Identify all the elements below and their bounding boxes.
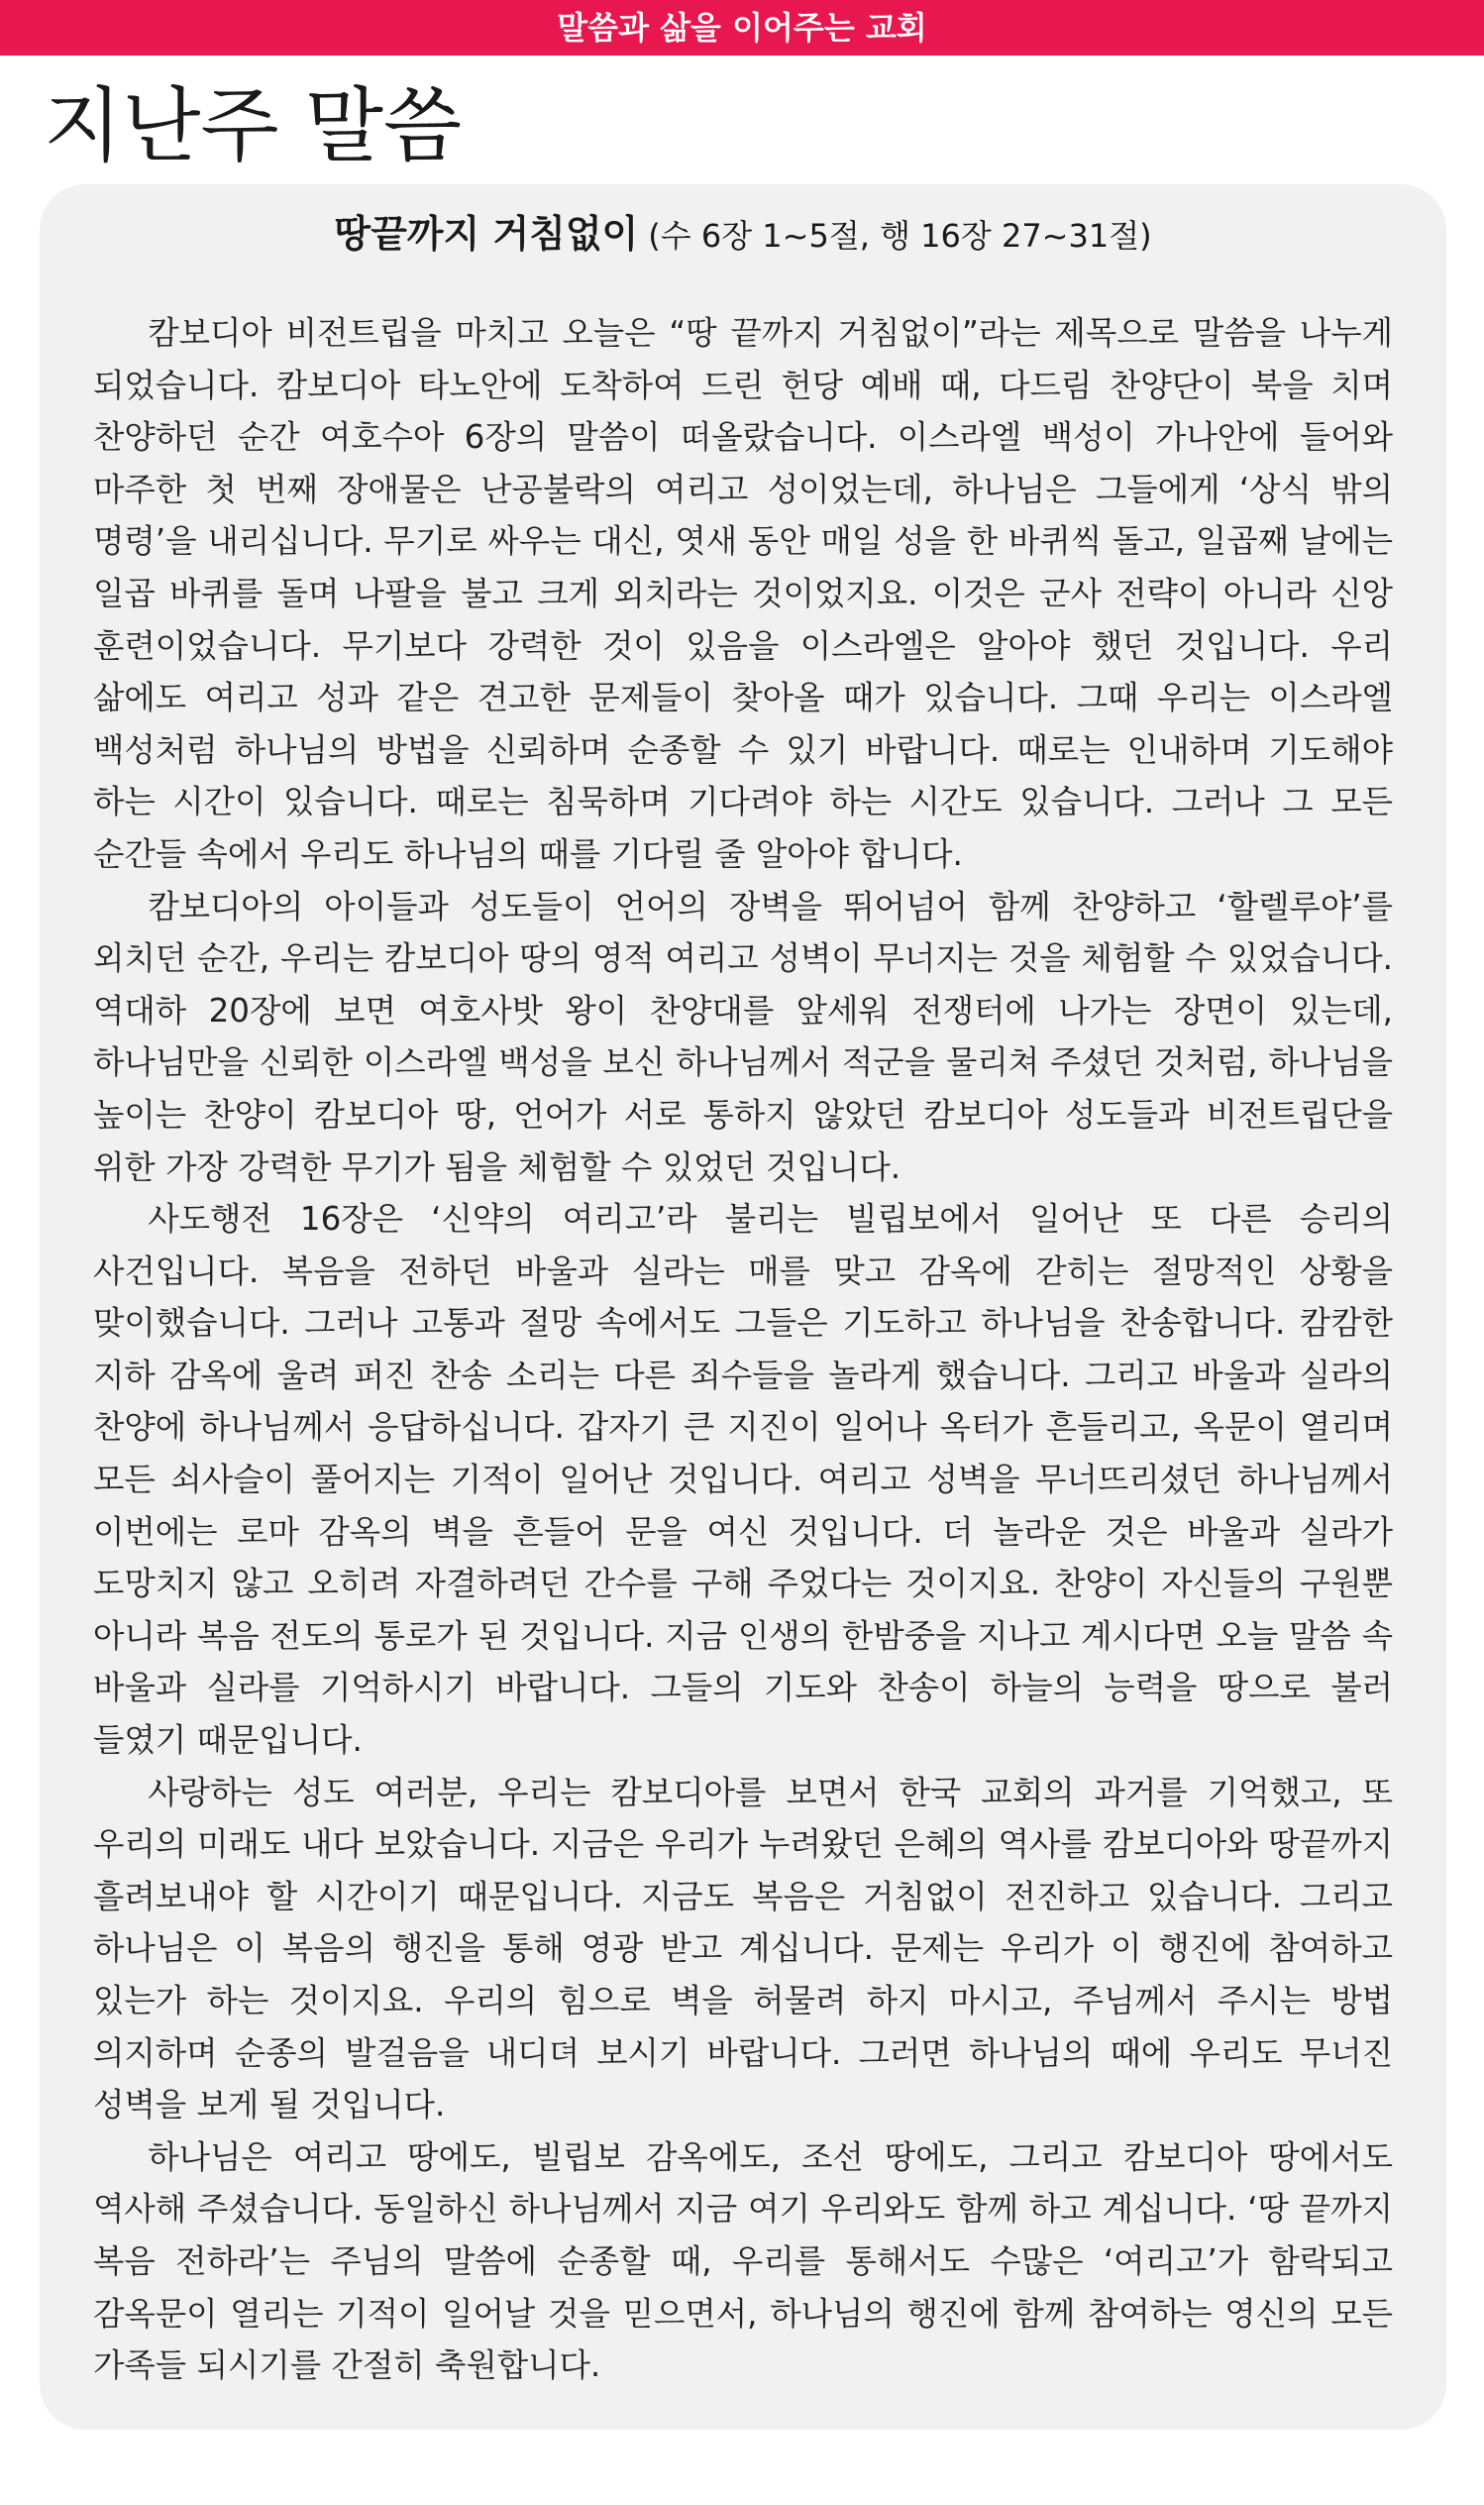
sermon-paragraph: 캄보디아의 아이들과 성도들이 언어의 장벽을 뛰어넘어 함께 찬양하고 ‘할렐루야’를 외치던 순간, 우리는 캄보디아 땅의 영적 여리고 성벽이 무너지는 것을 체험할 수 있었습니다. 역대하 20장에 보면 여호사밧 왕이 찬양대를 앞세워 전쟁터에 나가는 장면이 있는데, 하나님만을 신뢰한 이스라엘 백성을 보신 하나님께서 적군을 물리쳐 주셨던 것처럼, 하나님을 높이는 찬양이 캄보디아 땅, 언어가 서로 통하지 않았던 캄보디아 성도들과 비전트립단을 위한 가장 강력한 무기가 됨을 체험할 수 있었던 것입니다. bbox=[93, 887, 1393, 1186]
sermon-title: 땅끝까지 거침없이 bbox=[334, 212, 639, 256]
scripture-reference: (수 6장 1~5절, 행 16장 27~31절) bbox=[648, 217, 1152, 255]
sermon-card bbox=[40, 184, 1446, 2430]
section-title: 지난주 말씀 bbox=[44, 79, 463, 173]
sermon-paragraph: 사랑하는 성도 여러분, 우리는 캄보디아를 보면서 한국 교회의 과거를 기억했고, 또 우리의 미래도 내다 보았습니다. 지금은 우리가 누려왔던 은혜의 역사를 캄보디아와 땅끝까지 흘려보내야 할 시간이기 때문입니다. 지금도 복음은 거침없이 전진하고 있습니다. 그리고 하나님은 이 복음의 행진을 통해 영광 받고 계십니다. 문제는 우리가 이 행진에 참여하고 있는가 하는 것이지요. 우리의 힘으로 벽을 허물려 하지 마시고, 주님께서 주시는 방법 의지하며 순종의 발걸음을 내디뎌 보시기 바랍니다. 그러면 하나님의 때에 우리도 무너진 성벽을 보게 될 것입니다. bbox=[93, 1773, 1393, 2124]
sermon-paragraph: 하나님은 여리고 땅에도, 빌립보 감옥에도, 조선 땅에도, 그리고 캄보디아 땅에서도 역사해 주셨습니다. 동일하신 하나님께서 지금 여기 우리와도 함께 하고 계십니다. ‘땅 끝까지 복음 전하라’는 주님의 말씀에 순종할 때, 우리를 통해서도 수많은 ‘여리고’가 함락되고 감옥문이 열리는 기적이 일어날 것을 믿으면서, 하나님의 행진에 함께 참여하는 영신의 모든 가족들 되시기를 간절히 축원합니다. bbox=[93, 2137, 1393, 2385]
sermon-paragraph: 사도행전 16장은 ‘신약의 여리고’라 불리는 빌립보에서 일어난 또 다른 승리의 사건입니다. 복음을 전하던 바울과 실라는 매를 맞고 감옥에 갇히는 절망적인 상황을 맞이했습니다. 그러나 고통과 절망 속에서도 그들은 기도하고 하나님을 찬송합니다. 캄캄한 지하 감옥에 울려 퍼진 찬송 소리는 다른 죄수들을 놀라게 했습니다. 그리고 바울과 실라의 찬양에 하나님께서 응답하십니다. 갑자기 큰 지진이 일어나 옥터가 흔들리고, 옥문이 열리며 모든 쇠사슬이 풀어지는 기적이 일어난 것입니다. 여리고 성벽을 무너뜨리셨던 하나님께서 이번에는 로마 감옥의 벽을 흔들어 문을 여신 것입니다. 더 놀라운 것은 바울과 실라가 도망치지 않고 오히려 자결하려던 간수를 구해 주었다는 것이지요. 찬양이 자신들의 구원뿐 아니라 복음 전도의 통로가 된 것입니다. 지금 인생의 한밤중을 지나고 계시다면 오늘 말씀 속 바울과 실라를 기억하시기 바랍니다. 그들의 기도와 찬송이 하늘의 능력을 땅으로 불러 들였기 때문입니다. bbox=[93, 1200, 1393, 1760]
top-banner: 말씀과 삶을 이어주는 교회 bbox=[0, 0, 1484, 55]
sermon-heading bbox=[93, 206, 1393, 270]
sermon-paragraph: 캄보디아 비전트립을 마치고 오늘은 “땅 끝까지 거침없이”라는 제목으로 말씀을 나누게 되었습니다. 캄보디아 타노안에 도착하여 드린 헌당 예배 때, 다드림 찬양단이 북을 치며 찬양하던 순간 여호수아 6장의 말씀이 떠올랐습니다. 이스라엘 백성이 가나안에 들어와 마주한 첫 번째 장애물은 난공불락의 여리고 성이었는데, 하나님은 그들에게 ‘상식 밖의 명령’을 내리십니다. 무기로 싸우는 대신, 엿새 동안 매일 성을 한 바퀴씩 돌고, 일곱째 날에는 일곱 바퀴를 돌며 나팔을 불고 크게 외치라는 것이었지요. 이것은 군사 전략이 아니라 신앙 훈련이었습니다. 무기보다 강력한 것이 있음을 이스라엘은 알아야 했던 것입니다. 우리 삶에도 여리고 성과 같은 견고한 문제들이 찾아올 때가 있습니다. 그때 우리는 이스라엘 백성처럼 하나님의 방법을 신뢰하며 순종할 수 있기 바랍니다. 때로는 인내하며 기도해야 하는 시간이 있습니다. 때로는 침묵하며 기다려야 하는 시간도 있습니다. 그러나 그 모든 순간들 속에서 우리도 하나님의 때를 기다릴 줄 알아야 합니다. bbox=[93, 314, 1393, 873]
